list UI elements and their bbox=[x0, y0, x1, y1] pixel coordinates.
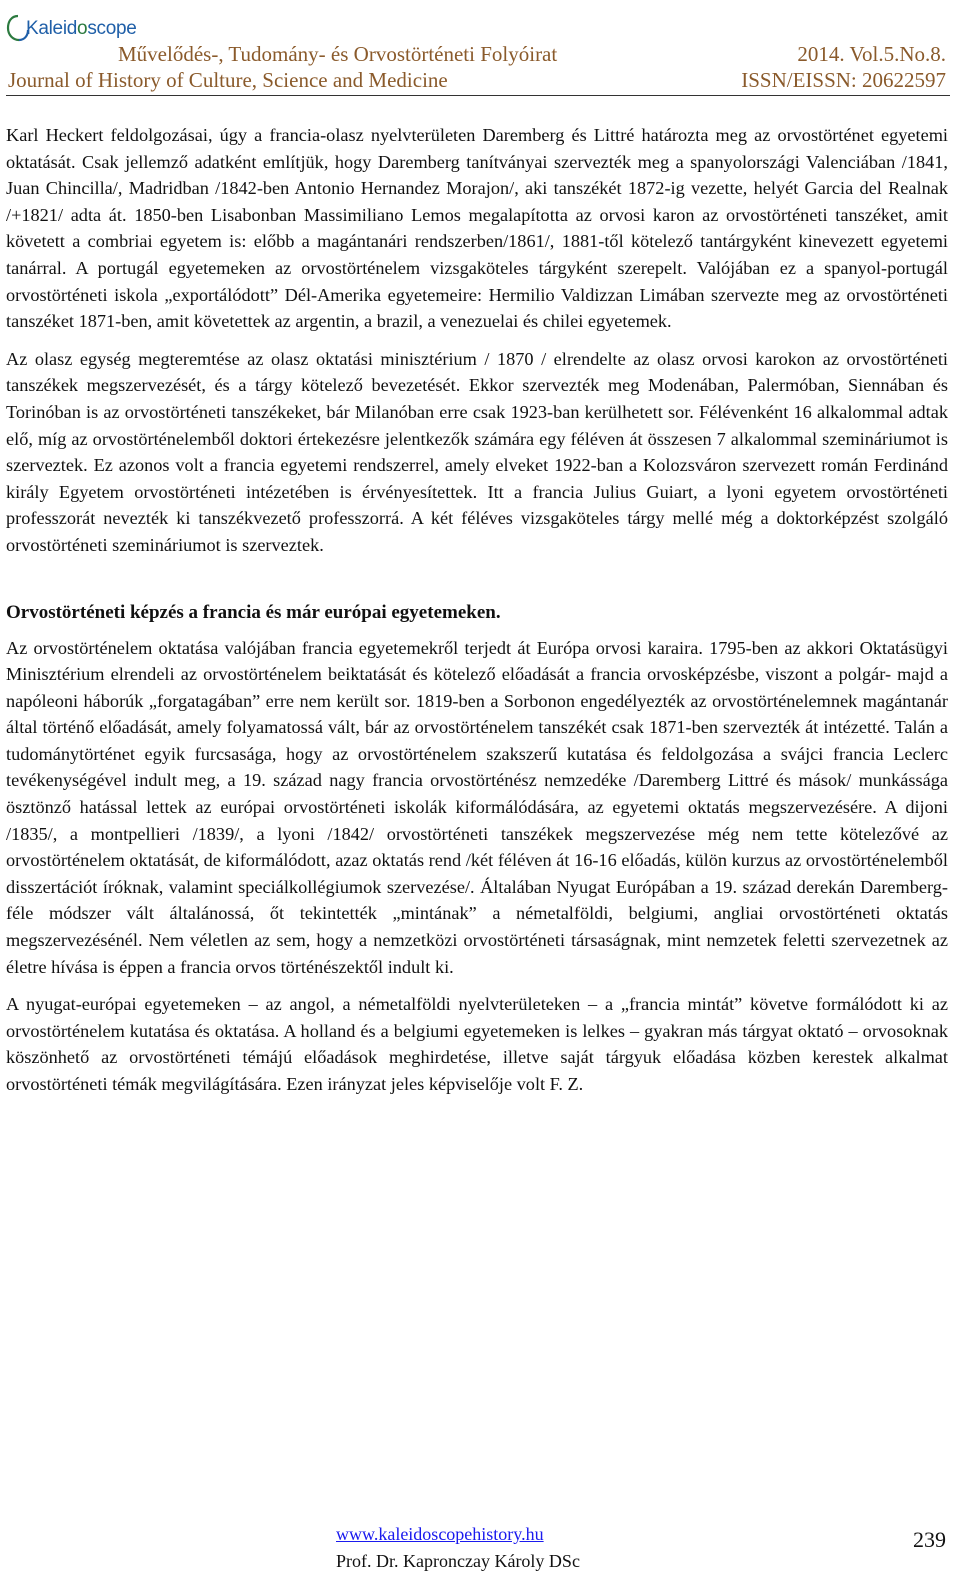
kaleidoscope-logo bbox=[6, 6, 137, 46]
paragraph: Karl Heckert feldolgozásai, úgy a francia-olasz nyelvterületen Daremberg és Littré határozta meg az orvostörténet egyetemi oktatását. Csak jellemző adatként említjük, hogy Daremberg tanítványai szervezték meg a spanyolországi Valenciában /1841, Juan Chincilla/, Madridban /1842-ben Antonio Hernandez Morajon/, aki tanszékét 1872-ig vezette, helyét Garcia del Realnak /+1821/ adta át. 1850-ben Lisabonban Massimiliano Lemos megalapította az orvosi karon az orvostörténeti tanszéket, amit követett a combriai egyetem is: előbb a magántanári rendszerben/1861/, 1881-től kötelező tantárgyként kinevezett egyetemi tanárral. A portugál egyetemeken az orvostörténelem vizsgaköteles tárgyként szerepelt. Valójában ez a spanyol-portugál orvostörténeti iskola „exportálódott” Dél-Amerika egyetemeire: Hermilio Valdizzan Limában szervezte meg az orvostörténeti tanszéket 1871-ben, amit követettek az argentin, a brazil, a venezuelai és chilei egyetemek. bbox=[6, 125, 948, 332]
logo-wordmark: Kaleidoscope bbox=[26, 18, 137, 39]
journal-title-hungarian: Művelődés-, Tudomány- és Orvostörténeti Folyóirat bbox=[118, 42, 558, 66]
section-heading: Orvostörténeti képzés a francia és már európai egyetemeken. bbox=[6, 601, 501, 623]
paragraph: A nyugat-európai egyetemeken – az angol, a németalföldi nyelvterületeken – a „francia mintát” követve formálódott ki az orvostörténelem kutatása és oktatása. A holland és a belgiumi egyetemeken is lelkes – gyakran más tárgyat oktató – orvosoknak köszönhető az orvostörténeti témájú előadások meghirdetése, illetve saját tárgyuk előadása közben kerestek alkalmat orvostörténeti témák megvilágítására. Ezen irányzat jeles képviselője volt F. Z. bbox=[6, 994, 948, 1094]
header-divider bbox=[6, 95, 950, 96]
paragraph: Az orvostörténelem oktatása valójában francia egyetemekről terjedt át Európa orvosi karaira. 1795-ben az akkori Oktatásügyi Minisztérium elrendeli az orvostörténelem beiktatását és kötelező előadását a francia orvosképzésbe, viszont a polgár- majd a napóleoni háborúk „forgatagában” erre nem került sor. 1819-ben a Sorbonon engedélyezték az orvostörténelemnek magántanár által történő előadását, amely folyamatossá vált, bár az orvostörténelem tanszékét csak 1871-ben szervezték át intézetté. Talán a tudománytörténet egyik furcsasága, hogy az orvostörténelem szakszerű kutatása és feldolgozása a svájci francia Leclerc tevékenységével indult meg, a 19. század nagy francia orvostörténész nemzedéke /Daremberg Littré és mások/ munkássága ösztönző hatással lettek az európai orvostörténeti iskolák kiformálódására, az egyetemi oktatás megszervezésére. A dijoni /1835/, a montpellieri /1839/, a lyoni /1842/ orvostörténeti tanszékek megszervezése még nem tette kötelezővé az orvostörténelem oktatását, de kiformálódott, azaz oktatás rend /két féléven át 16-16 előadás, külön kurzus az orvostörténelemből disszertációt íróknak, valamint speciálkollégiumok szervezése/. Általában Nyugat Európában a 19. század derekán Daremberg-féle módszer vált általánossá, őt tekintették „mintának” a németalföldi, belgiumi, angliai orvostörténeti oktatás megszervezésénél. Nem véletlen az sem, hogy a nemzetközi orvostörténeti társaságnak, mint nemzetek feletti szervezetnek az életre hívása is éppen a francia orvos történészektől indult ki. bbox=[6, 637, 948, 977]
article-body bbox=[6, 122, 948, 1109]
page-number: 239 bbox=[913, 1527, 946, 1552]
issue-number: 2014. Vol.5.No.8. bbox=[797, 42, 946, 66]
website-link[interactable]: www.kaleidoscopehistory.hu bbox=[336, 1524, 544, 1544]
journal-title-english: Journal of History of Culture, Science and Medicine bbox=[8, 68, 448, 92]
issn-number: ISSN/EISSN: 20622597 bbox=[741, 68, 946, 92]
footer-author: Prof. Dr. Kapronczay Károly DSc bbox=[336, 1551, 580, 1571]
journal-header bbox=[0, 0, 960, 96]
paragraph: Az olasz egység megteremtése az olasz oktatási minisztérium / 1870 / elrendelte az olasz orvosi karokon az orvostörténeti tanszékek megszervezését, és a tárgy kötelező bevezetését. Ekkor szervezték meg Modenában, Palermóban, Siennában és Torinóban is az orvostörténeti tanszékeket, bár Milanóban erre csak 1923-ban kerülhetett sor. Félévenként 16 alkalommal adtak elő, míg az orvostörténelemből doktori értekezésre jelentkezők számára egy féléven át összesen 7 alkalommal szemináriumot is szerveztek. Ez azonos volt a francia egyetemi rendszerrel, amely elveket 1922-ban a Kolozsváron szervezett román Ferdinánd király Egyetem orvostörténeti intézetében is érvényesítettek. Itt a francia Julius Guiart, a lyoni egyetem orvostörténeti professzorát nevezték ki tanszékvezető professzorrá. A két féléves vizsgaköteles tárgy mellé még a doktorképzést szolgáló orvostörténeti szemináriumot is szerveztek. bbox=[6, 348, 948, 555]
